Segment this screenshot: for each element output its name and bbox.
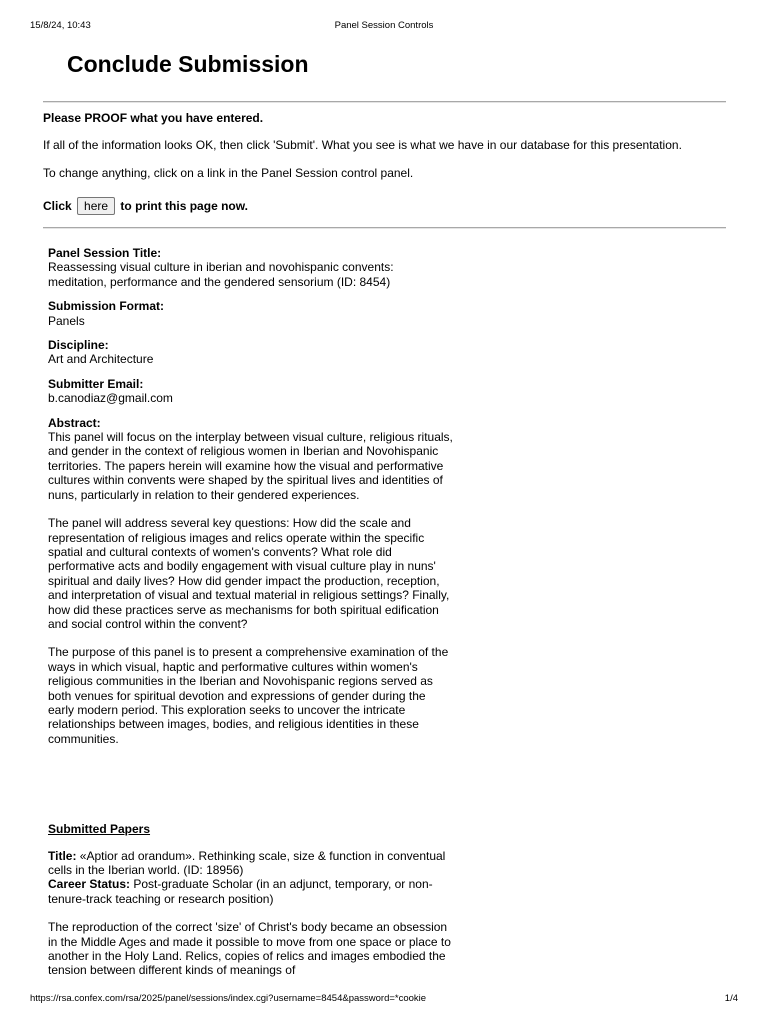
print-footer-page: 1/4 (724, 993, 738, 1004)
details-divider (43, 227, 726, 229)
page-title: Conclude Submission (67, 51, 309, 77)
panel-title-value: Reassessing visual culture in iberian and novohispanic convents: meditation, performance and the gendered sensorium (ID: 8454) (48, 260, 394, 289)
submission-format-value: Panels (48, 313, 85, 328)
field-discipline (48, 338, 453, 367)
proof-notice: Please PROOF what you have entered. (43, 111, 264, 125)
print-header-title: Panel Session Controls (334, 20, 434, 31)
abstract-paragraph: This panel will focus on the interplay between visual culture, religious rituals, and gender in the context of religious women in Iberian and Novohispanic territories. The papers herein will examine how the visual and performative cultures within convents were shaped by the spiritual lives and identities of nuns, particularly in relation to their gendered experiences. (48, 430, 453, 502)
top-divider (43, 101, 726, 103)
paper-title-value: «Aptior ad orandum». Rethinking scale, size & function in conventual cells in the Iberian world. (ID: 18956) (48, 848, 446, 877)
paper-title (48, 849, 453, 878)
field-panel-title (48, 246, 453, 289)
career-status-value: Post-graduate Scholar (in an adjunct, temporary, or non-tenure-track teaching or research position) (48, 877, 433, 906)
submit-instructions: If all of the information looks OK, then click 'Submit'. What you see is what we have in our database for this presentation. (43, 138, 682, 152)
paper-career-status (48, 877, 453, 906)
submission-format-label: Submission Format: (48, 299, 165, 314)
print-suffix: to print this page now. (120, 199, 248, 213)
field-submitter-email (48, 377, 453, 406)
submitter-email-label: Submitter Email: (48, 376, 144, 391)
discipline-label: Discipline: (48, 338, 109, 353)
paper-title-label: Title: (48, 848, 77, 863)
abstract-label: Abstract: (48, 415, 101, 430)
paper-abstract: The reproduction of the correct 'size' of Christ's body became an obsession in the Middle Ages and made it possible to move from one space or place to another in the Holy Land. Relics, copies of relics and images embodied the tension between different kinds of meanings of (48, 920, 451, 978)
career-status-label: Career Status: (48, 877, 131, 892)
print-footer-url: https://rsa.confex.com/rsa/2025/panel/sessions/index.cgi?username=8454&password=*cookie (30, 993, 427, 1004)
print-prefix: Click (43, 199, 72, 213)
change-instructions: To change anything, click on a link in the Panel Session control panel. (43, 166, 414, 180)
field-submission-format (48, 299, 453, 328)
abstract-paragraph: The purpose of this panel is to present a comprehensive examination of the ways in which visual, haptic and performative cultures within women's religious communities in the Iberian and Novohispanic regions served as both venues for spiritual devotion and expressions of gender during the early modern period. This exploration seeks to uncover the intricate relationships between images, bodies, and religious identities in these communities. (48, 645, 449, 746)
field-abstract (48, 416, 453, 747)
print-header-datetime: 15/8/24, 10:43 (30, 20, 91, 31)
panel-title-label: Panel Session Title: (48, 246, 162, 260)
submission-details (48, 246, 453, 992)
discipline-value: Art and Architecture (48, 352, 154, 367)
submitted-papers-heading: Submitted Papers (48, 822, 151, 837)
print-instructions (43, 197, 248, 215)
paper-item (48, 849, 453, 978)
print-here-button[interactable]: here (77, 197, 115, 215)
abstract-paragraph: The panel will address several key questions: How did the scale and representation of religious images and relics operate within the specific spatial and cultural contexts of women's convents? What role did performative acts and bodily engagement with visual culture play in nuns' spiritual and daily lives? How did gender impact the production, reception, and interpretation of visual and textual material in religious settings? Finally, how did these practices serve as mechanisms for both spiritual edification and social control within the convent? (48, 516, 450, 631)
submitter-email-value: b.canodiaz@gmail.com (48, 391, 173, 406)
